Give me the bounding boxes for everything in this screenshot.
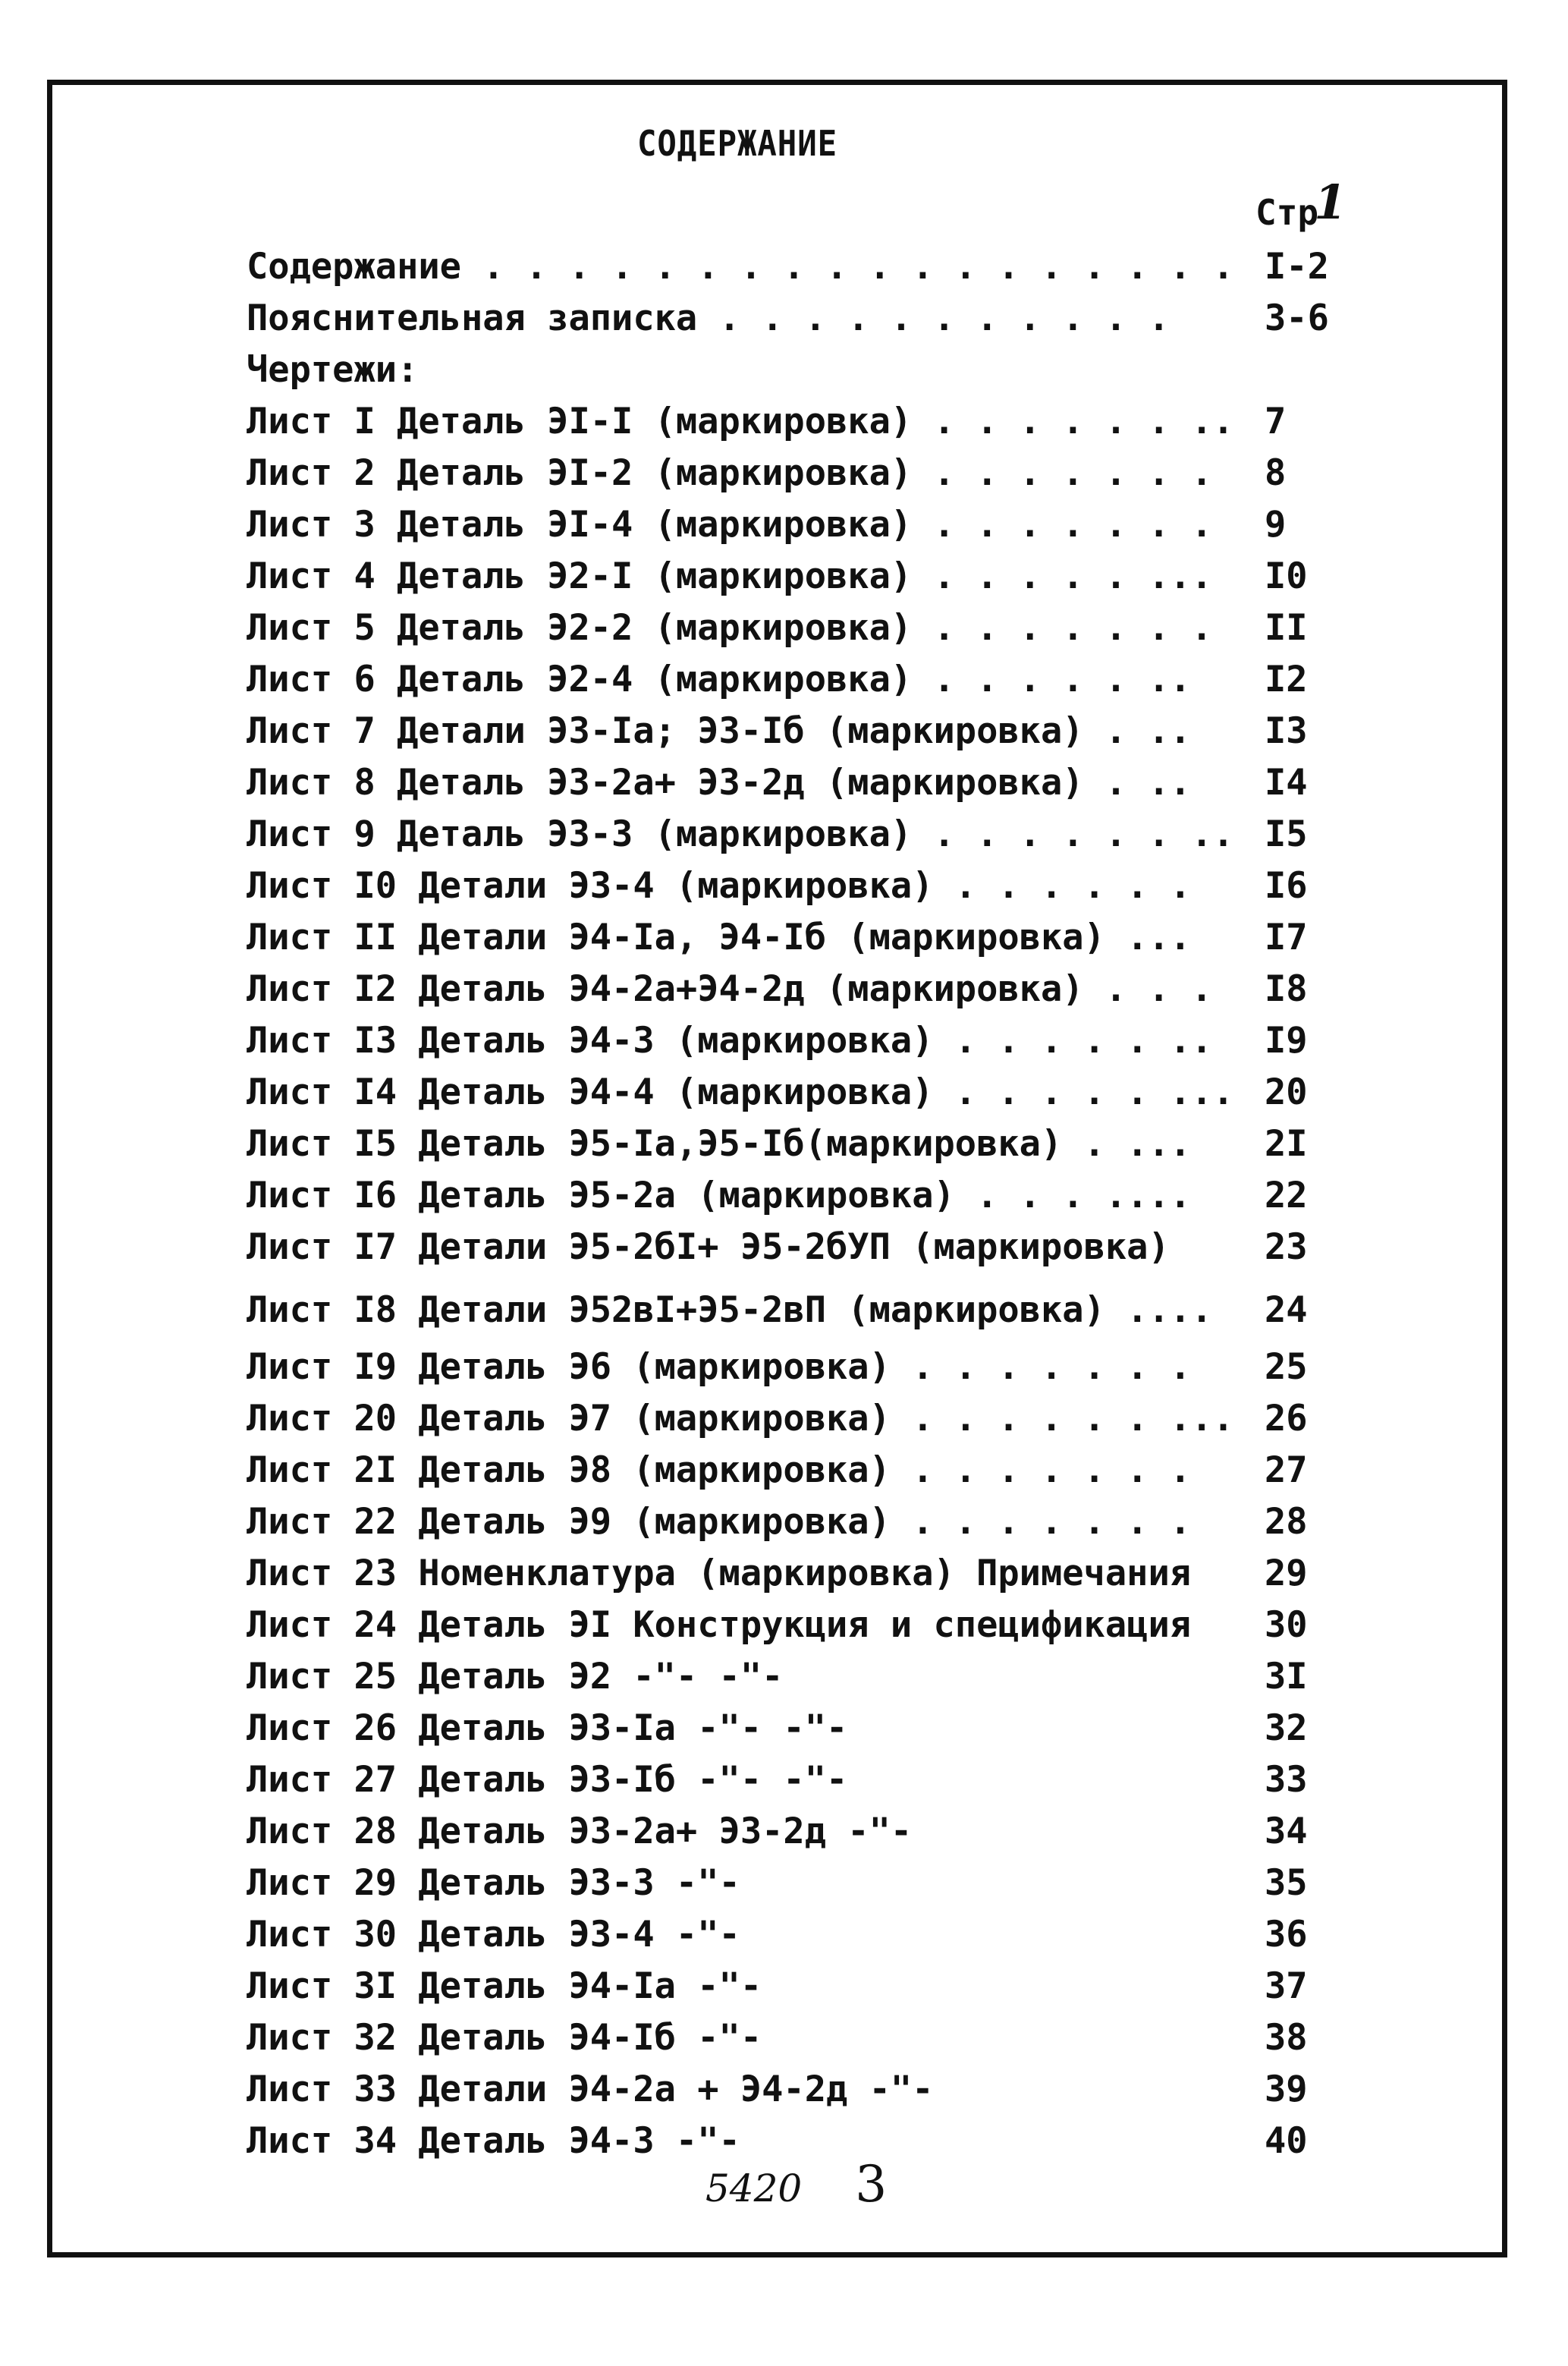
sheet-page-number: 3 xyxy=(855,2155,888,2213)
toc-entry-title: Лист 26 Деталь Э3-Iа -"- -"- xyxy=(247,1707,848,1749)
toc-entry-title: Лист I8 Детали Э52вI+Э5-2вП (маркировка) .... xyxy=(247,1289,1213,1331)
toc-entry-page: 26 xyxy=(1265,1398,1308,1439)
toc-row xyxy=(247,2012,1384,2064)
toc-entry-page: 35 xyxy=(1265,1862,1308,1904)
table-of-contents xyxy=(247,241,1384,2167)
toc-row xyxy=(247,448,1384,499)
toc-entry-page: I0 xyxy=(1265,555,1308,597)
toc-entry-page: 24 xyxy=(1265,1289,1308,1331)
toc-entry-page: 3-6 xyxy=(1265,297,1329,339)
toc-row xyxy=(247,654,1384,706)
toc-entry-page: I5 xyxy=(1265,813,1308,855)
toc-row xyxy=(247,861,1384,912)
toc-entry-title: Лист I6 Деталь Э5-2а (маркировка) . . . .... xyxy=(247,1175,1192,1216)
toc-entry-page: 8 xyxy=(1265,452,1287,494)
toc-row xyxy=(247,396,1384,448)
toc-entry-title: Лист 20 Деталь Э7 (маркировка) . . . . . . ... xyxy=(247,1398,1234,1439)
toc-entry-page: 9 xyxy=(1265,504,1287,546)
toc-entry-page: I8 xyxy=(1265,968,1308,1010)
toc-entry-title: Лист 29 Деталь Э3-3 -"- xyxy=(247,1862,740,1904)
toc-entry-title: Лист I Деталь ЭI-I (маркировка) . . . . . . .. xyxy=(247,401,1234,442)
toc-entry-page: I4 xyxy=(1265,762,1308,804)
toc-row xyxy=(247,1393,1384,1445)
toc-row xyxy=(247,499,1384,551)
toc-entry-page: 29 xyxy=(1265,1553,1308,1594)
toc-entry-page: I9 xyxy=(1265,1020,1308,1062)
toc-row xyxy=(247,1015,1384,1067)
toc-entry-title: Лист 25 Деталь Э2 -"- -"- xyxy=(247,1656,784,1697)
toc-entry-page: 34 xyxy=(1265,1811,1308,1852)
toc-section-heading xyxy=(247,345,1384,396)
toc-entry-title: Лист 33 Детали Э4-2а + Э4-2д -"- xyxy=(247,2069,934,2110)
toc-entry-title: Лист 3I Деталь Э4-Iа -"- xyxy=(247,1965,762,2007)
toc-row xyxy=(247,1548,1384,1600)
toc-entry-title: Лист 32 Деталь Э4-Iб -"- xyxy=(247,2017,762,2059)
toc-row xyxy=(247,551,1384,603)
toc-entry-page: 2I xyxy=(1265,1123,1308,1165)
toc-entry-page: 20 xyxy=(1265,1071,1308,1113)
toc-row xyxy=(247,809,1384,861)
toc-row xyxy=(247,1961,1384,2012)
toc-entry-page: 28 xyxy=(1265,1501,1308,1543)
toc-row xyxy=(247,2064,1384,2116)
toc-entry-title: Содержание . . . . . . . . . . . . . . . . . . xyxy=(247,246,1234,288)
toc-entry-page: I2 xyxy=(1265,659,1308,700)
toc-row xyxy=(247,1496,1384,1548)
toc-row xyxy=(247,1806,1384,1858)
toc-entry-page: 37 xyxy=(1265,1965,1308,2007)
toc-entry-title: Лист 34 Деталь Э4-3 -"- xyxy=(247,2120,740,2162)
toc-entry-title: Лист I9 Деталь Э6 (маркировка) . . . . . . . xyxy=(247,1346,1192,1388)
toc-entry-page: I6 xyxy=(1265,865,1308,907)
toc-row xyxy=(247,1909,1384,1961)
toc-entry-title: Лист 7 Детали Э3-Iа; Э3-Iб (маркировка) . .. xyxy=(247,710,1192,752)
toc-entry-title: Лист 28 Деталь Э3-2а+ Э3-2д -"- xyxy=(247,1811,913,1852)
toc-entry-page: 7 xyxy=(1265,401,1287,442)
toc-entry-title: Лист I3 Деталь Э4-3 (маркировка) . . . . . .. xyxy=(247,1020,1213,1062)
toc-row xyxy=(247,964,1384,1015)
handwritten-page-number: 1 xyxy=(1314,175,1347,230)
toc-entry-page: 25 xyxy=(1265,1346,1308,1388)
toc-entry-page: 3I xyxy=(1265,1656,1308,1697)
toc-row xyxy=(247,1445,1384,1496)
toc-entry-title: Лист 27 Деталь Э3-Iб -"- -"- xyxy=(247,1759,848,1801)
page-column-label: Стр xyxy=(1255,192,1319,233)
toc-entry-title: Лист I0 Детали Э3-4 (маркировка) . . . . . . xyxy=(247,865,1192,907)
toc-entry-page: 40 xyxy=(1265,2120,1308,2162)
toc-row xyxy=(247,1342,1384,1393)
page-title: СОДЕРЖАНИЕ xyxy=(637,123,837,164)
toc-row xyxy=(247,241,1384,293)
toc-entry-title: Лист I4 Деталь Э4-4 (маркировка) . . . . . ... xyxy=(247,1071,1234,1113)
toc-row xyxy=(247,706,1384,757)
toc-entry-title: Лист 30 Деталь Э3-4 -"- xyxy=(247,1914,740,1955)
toc-entry-title: Лист 23 Номенклатура (маркировка) Примечания xyxy=(247,1553,1192,1594)
toc-entry-title: Лист 4 Деталь Э2-I (маркировка) . . . . . ... xyxy=(247,555,1213,597)
toc-entry-title: Лист 5 Деталь Э2-2 (маркировка) . . . . . . . xyxy=(247,607,1213,649)
toc-row xyxy=(247,1754,1384,1806)
toc-entry-title: Лист I5 Деталь Э5-Iа,Э5-Iб(маркировка) . ... xyxy=(247,1123,1192,1165)
toc-entry-title: Лист 2 Деталь ЭI-2 (маркировка) . . . . . . . xyxy=(247,452,1213,494)
toc-entry-page: I3 xyxy=(1265,710,1308,752)
toc-entry-page: 27 xyxy=(1265,1449,1308,1491)
toc-entry-page: 32 xyxy=(1265,1707,1308,1749)
toc-entry-title: Лист I7 Детали Э5-2бI+ Э5-2бУП (маркировка) xyxy=(247,1226,1170,1268)
toc-entry-page: 30 xyxy=(1265,1604,1308,1646)
toc-entry-page: II xyxy=(1265,607,1308,649)
toc-row xyxy=(247,603,1384,654)
toc-entry-title: Лист 6 Деталь Э2-4 (маркировка) . . . . . .. xyxy=(247,659,1192,700)
toc-entry-page: I-2 xyxy=(1265,246,1329,288)
toc-row xyxy=(247,1067,1384,1119)
toc-row xyxy=(247,1273,1384,1342)
toc-entry-title: Чертежи: xyxy=(247,349,419,391)
handwritten-footer xyxy=(705,2155,887,2213)
toc-entry-title: Лист II Детали Э4-Iа, Э4-Iб (маркировка) ... xyxy=(247,917,1192,958)
toc-row xyxy=(247,912,1384,964)
toc-row xyxy=(247,1222,1384,1273)
toc-row xyxy=(247,1170,1384,1222)
toc-entry-title: Лист I2 Деталь Э4-2а+Э4-2д (маркировка) . . . xyxy=(247,968,1213,1010)
page-column-header xyxy=(1255,175,1351,236)
toc-entry-page: 39 xyxy=(1265,2069,1308,2110)
toc-entry-page: 33 xyxy=(1265,1759,1308,1801)
toc-row xyxy=(247,293,1384,345)
toc-entry-page: 23 xyxy=(1265,1226,1308,1268)
toc-row xyxy=(247,1651,1384,1703)
toc-entry-page: 22 xyxy=(1265,1175,1308,1216)
toc-row xyxy=(247,1858,1384,1909)
toc-entry-title: Лист 2I Деталь Э8 (маркировка) . . . . . . . xyxy=(247,1449,1192,1491)
toc-entry-page: I7 xyxy=(1265,917,1308,958)
toc-entry-page: 38 xyxy=(1265,2017,1308,2059)
toc-entry-page: 36 xyxy=(1265,1914,1308,1955)
toc-entry-title: Лист 8 Деталь Э3-2а+ Э3-2д (маркировка) . .. xyxy=(247,762,1192,804)
toc-entry-title: Лист 24 Деталь ЭI Конструкция и спецификация xyxy=(247,1604,1192,1646)
toc-entry-title: Лист 9 Деталь Э3-3 (маркировка) . . . . . . .. xyxy=(247,813,1234,855)
toc-row xyxy=(247,1703,1384,1754)
toc-row xyxy=(247,1119,1384,1170)
toc-entry-title: Лист 3 Деталь ЭI-4 (маркировка) . . . . . . . xyxy=(247,504,1213,546)
toc-entry-title: Пояснительная записка . . . . . . . . . . . xyxy=(247,297,1170,339)
document-code: 5420 xyxy=(705,2166,803,2210)
toc-entry-title: Лист 22 Деталь Э9 (маркировка) . . . . . . . xyxy=(247,1501,1192,1543)
toc-row xyxy=(247,1600,1384,1651)
toc-row xyxy=(247,757,1384,809)
